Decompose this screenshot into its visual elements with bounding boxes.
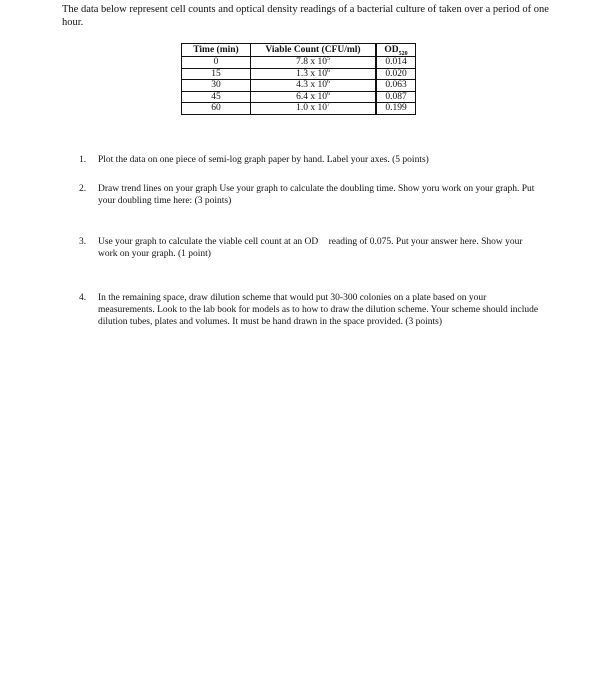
question-number: 1. <box>79 155 87 165</box>
cell-od: 0.063 <box>376 80 416 92</box>
cell-od: 0.087 <box>376 91 416 103</box>
cell-time: 45 <box>182 91 251 103</box>
intro-paragraph: The data below represent cell counts and optical density readings of a bacterial culture of taken over a period of one hour. <box>62 4 549 28</box>
count-exponent: 6 <box>326 78 330 85</box>
cell-time: 30 <box>182 80 251 92</box>
question-text-before: Use your graph to calculate the viable cell count at an OD <box>98 237 319 247</box>
cell-od: 0.014 <box>376 57 416 69</box>
question-text: Draw trend lines on your graph Use your graph to calculate the doubling time. Show yoru work on your graph. Put your doubling time here: (3 points) <box>98 184 535 206</box>
header-od-sub: 520 <box>398 50 408 57</box>
cell-od: 0.199 <box>376 103 416 115</box>
cell-count <box>251 68 377 80</box>
cell-count <box>251 80 377 92</box>
table-row <box>182 80 416 92</box>
count-exponent: 5 <box>326 55 330 62</box>
table-row <box>182 103 416 115</box>
count-exponent: 6 <box>326 67 330 74</box>
header-od <box>376 44 416 57</box>
cell-od: 0.020 <box>376 68 416 80</box>
cell-count <box>251 103 377 115</box>
question-text: In the remaining space, draw dilution scheme that would put 30-300 colonies on a plate based on your measurements. Look to the lab book for models as to how to draw the dilution scheme. Your scheme should include dilution tubes, plates and volumes. It must be hand drawn in the space provided. (3 points) <box>98 293 539 327</box>
cell-time: 0 <box>182 57 251 69</box>
question-number: 3. <box>79 237 87 247</box>
table-row <box>182 68 416 80</box>
header-viable-count: Viable Count (CFU/ml) <box>251 44 377 57</box>
cell-time: 15 <box>182 68 251 80</box>
question-text-after: reading of 0.075. Put your answer here. Show your work on your graph. (1 point) <box>98 237 523 259</box>
count-base: 1.0 x 10 <box>296 103 327 113</box>
question-number: 2. <box>79 184 87 194</box>
question-text: Plot the data on one piece of semi-log graph paper by hand. Label your axes. (5 points) <box>98 155 429 165</box>
cell-count <box>251 91 377 103</box>
question-2 <box>79 183 539 207</box>
table-row <box>182 57 416 69</box>
table-header-row <box>182 44 416 57</box>
count-base: 7.8 x 10 <box>296 57 327 67</box>
question-3 <box>79 236 539 260</box>
cell-count <box>251 57 377 69</box>
data-table <box>181 43 416 115</box>
count-base: 1.3 x 10 <box>296 68 327 79</box>
count-exponent: 7 <box>326 101 330 108</box>
question-number: 4. <box>79 293 87 303</box>
count-exponent: 6 <box>326 90 330 97</box>
header-od-main: OD <box>384 44 399 55</box>
question-1 <box>79 154 539 166</box>
cell-time: 60 <box>182 103 251 115</box>
question-4 <box>79 292 539 328</box>
table-row <box>182 91 416 103</box>
header-time: Time (min) <box>182 44 251 57</box>
question-text <box>98 236 539 260</box>
count-base: 4.3 x 10 <box>296 80 327 90</box>
count-base: 6.4 x 10 <box>296 91 327 102</box>
